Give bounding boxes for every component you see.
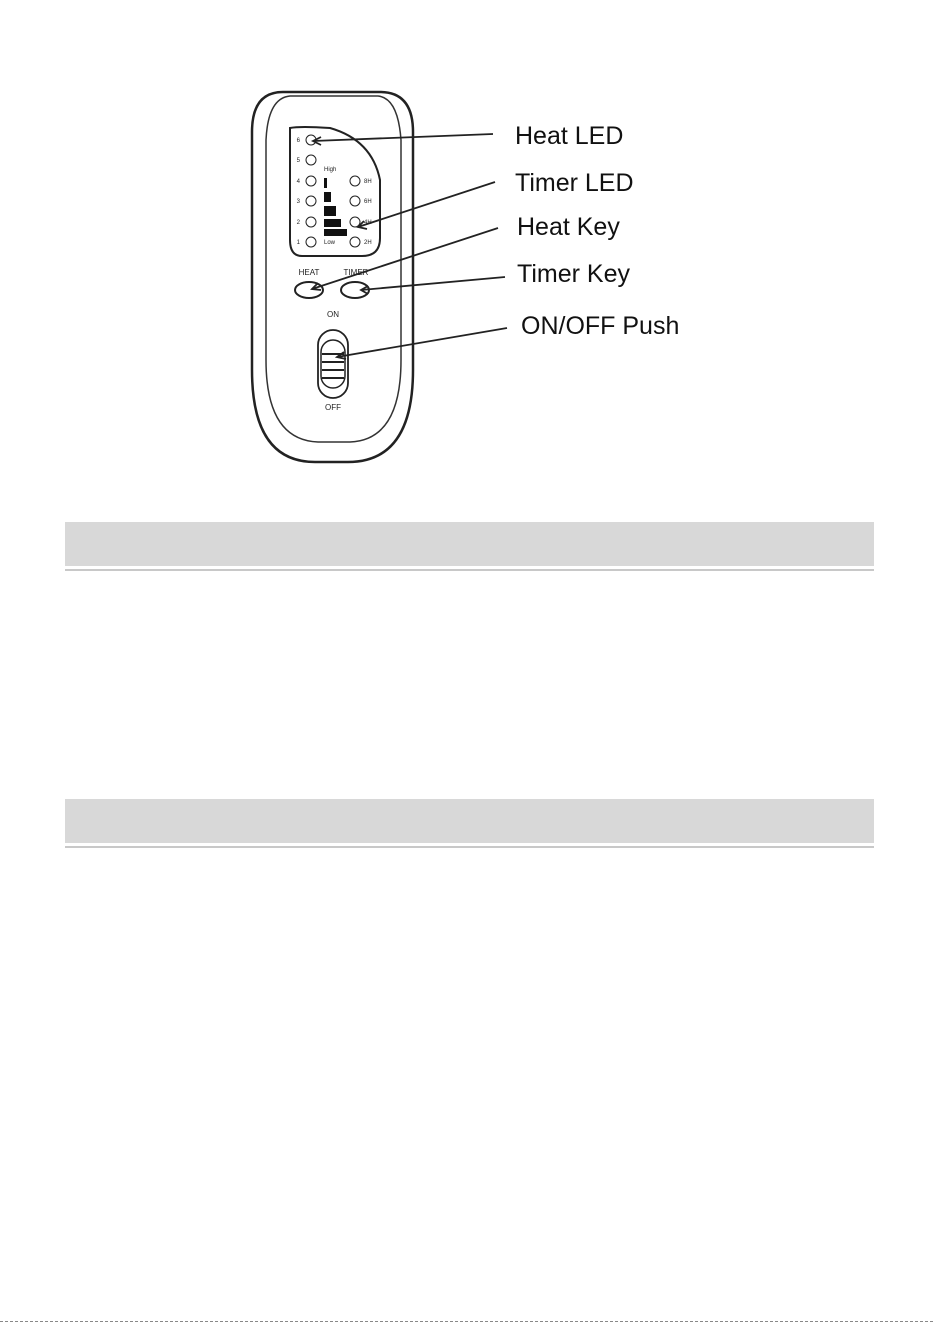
heat-led-3: [306, 196, 316, 206]
on-label: ON: [327, 310, 339, 319]
section-divider: [65, 569, 874, 571]
heat-key-label: HEAT: [298, 268, 320, 277]
timer-led-6h: [350, 196, 360, 206]
timer-key-callout: Timer Key: [517, 260, 630, 288]
timer-led-column: [350, 176, 372, 247]
timer-level-label: 2H: [364, 240, 372, 246]
timer-led-8h: [350, 176, 360, 186]
timer-level-label: 4H: [364, 220, 372, 226]
timer-level-label: 6H: [364, 199, 372, 205]
timer-level-label: 8H: [364, 179, 372, 185]
off-label: OFF: [325, 403, 341, 412]
wedge-step: [324, 192, 331, 202]
leader-on-off-push: [337, 328, 507, 357]
leader-timer-led: [358, 182, 495, 227]
heat-level-label: 2: [296, 220, 300, 226]
callout-leaders: [312, 134, 507, 359]
on-off-push-callout: ON/OFF Push: [521, 312, 680, 340]
led-panel: [290, 127, 380, 256]
heat-led-column: [297, 135, 316, 247]
high-label: High: [324, 167, 337, 173]
heat-level-label: 5: [296, 158, 300, 164]
leader-heat-led: [313, 134, 493, 141]
heat-led-1: [306, 237, 316, 247]
section-divider: [65, 846, 874, 848]
wedge-step: [324, 178, 327, 188]
wedge-step: [324, 219, 341, 227]
timer-key-label: TIMER: [343, 268, 369, 277]
timer-led-callout: Timer LED: [515, 169, 634, 197]
heat-key-callout: Heat Key: [517, 213, 620, 241]
leader-timer-key: [361, 277, 505, 290]
heat-led-2: [306, 217, 316, 227]
heat-level-label: 3: [296, 199, 300, 205]
remote-control-diagram: [0, 0, 933, 500]
section-header-bar: [65, 799, 874, 843]
low-label: Low: [324, 240, 336, 246]
heat-level-label: 6: [296, 138, 300, 144]
heat-level-wedge: [324, 167, 347, 246]
heat-led-5: [306, 155, 316, 165]
wedge-step: [324, 229, 347, 236]
heat-led-callout: Heat LED: [515, 122, 624, 150]
timer-led-2h: [350, 237, 360, 247]
section-header-bar: [65, 522, 874, 566]
on-off-slider-inner: [321, 340, 345, 388]
wedge-step: [324, 206, 336, 216]
heat-level-label: 4: [296, 179, 300, 185]
heat-level-label: 1: [296, 240, 300, 246]
heat-led-4: [306, 176, 316, 186]
remote-inner-outline: [266, 96, 401, 442]
